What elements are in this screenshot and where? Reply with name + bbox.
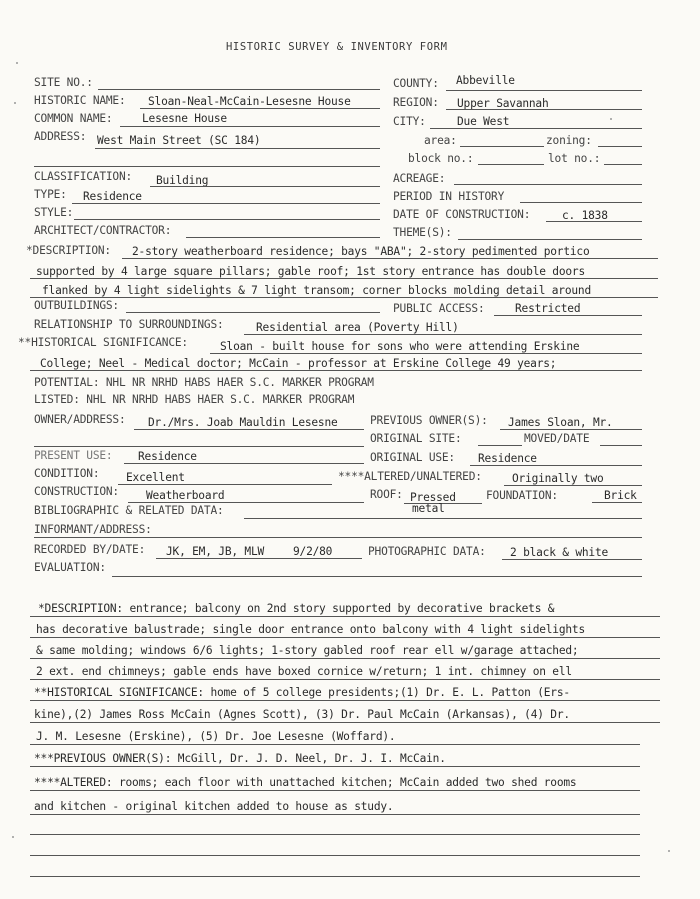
continuation-line-10: and kitchen - original kitchen added to house as study. — [34, 800, 394, 813]
address-line-2[interactable] — [34, 166, 380, 167]
block-no-field[interactable] — [478, 164, 544, 165]
description-label: *DESCRIPTION: — [26, 244, 111, 257]
acreage-label: ACREAGE: — [393, 172, 446, 185]
site-no-field[interactable] — [98, 89, 380, 90]
bibliographic-field[interactable] — [244, 518, 642, 519]
site-no-label: SITE NO.: — [34, 76, 93, 89]
blank-rule-2[interactable] — [30, 855, 640, 856]
theme-label: THEME(S): — [393, 226, 452, 239]
style-label: STYLE: — [34, 206, 74, 219]
region-underline — [446, 109, 642, 110]
altered-label: ****ALTERED/UNALTERED: — [338, 470, 482, 483]
area-field[interactable] — [460, 146, 544, 147]
outbuildings-label: OUTBUILDINGS: — [34, 299, 119, 312]
continuation-rule-10 — [30, 814, 640, 815]
present-use-value[interactable]: Residence — [138, 450, 197, 463]
present-use-label: PRESENT USE: — [34, 449, 113, 462]
description-line-2[interactable]: supported by 4 large square pillars; gable roof; 1st story entrance has double doors — [36, 265, 585, 278]
significance-line-2[interactable]: College; Neel - Medical doctor; McCain - professor at Erskine College 49 years; — [40, 357, 557, 370]
date-construction-value[interactable]: c. 1838 — [562, 209, 608, 222]
region-label: REGION: — [393, 96, 439, 109]
altered-value[interactable]: Originally two — [512, 472, 604, 485]
recorded-date-value[interactable]: 9/2/80 — [293, 545, 333, 558]
type-value[interactable]: Residence — [83, 190, 142, 203]
evaluation-label: EVALUATION: — [34, 561, 106, 574]
owner-address-label: OWNER/ADDRESS: — [34, 413, 126, 426]
previous-owner-value[interactable]: James Sloan, Mr. — [508, 416, 613, 429]
historical-significance-label: **HISTORICAL SIGNIFICANCE: — [18, 336, 188, 349]
continuation-line-2: has decorative balustrade; single door entrance onto balcony with 4 light sidelights — [36, 623, 585, 636]
recorded-by-value[interactable]: JK, EM, JB, MLW — [166, 545, 265, 558]
blank-rule-3[interactable] — [30, 876, 640, 877]
scan-speck — [668, 850, 670, 852]
block-no-label: block no.: — [408, 152, 474, 165]
previous-owner-label: PREVIOUS OWNER(S): — [370, 414, 488, 427]
roof-label: ROOF: — [370, 488, 403, 501]
period-field[interactable] — [520, 202, 642, 203]
scan-speck — [12, 836, 14, 838]
continuation-rule-7 — [30, 744, 640, 745]
date-construction-underline — [546, 221, 642, 222]
continuation-line-8: ***PREVIOUS OWNER(S): McGill, Dr. J. D. Neel, Dr. J. I. McCain. — [34, 752, 446, 765]
period-label: PERIOD IN HISTORY — [393, 190, 505, 203]
continuation-rule-2 — [30, 637, 660, 638]
county-label: COUNTY: — [393, 77, 439, 90]
original-use-value[interactable]: Residence — [478, 452, 537, 465]
zoning-field[interactable] — [598, 146, 642, 147]
common-name-value[interactable]: Lesesne House — [142, 112, 227, 125]
scan-speck — [610, 118, 612, 120]
condition-value[interactable]: Excellent — [126, 471, 185, 484]
public-access-underline — [494, 315, 642, 316]
altered-underline — [504, 485, 642, 486]
continuation-line-5: **HISTORICAL SIGNIFICANCE: home of 5 college presidents;(1) Dr. E. L. Patton (Ers- — [34, 686, 570, 699]
continuation-line-6: kine),(2) James Ross McCain (Agnes Scott), (3) Dr. Paul McCain (Arkansas), (4) Dr. — [34, 708, 570, 721]
photographic-value[interactable]: 2 black & white — [510, 546, 609, 559]
area-label: area: — [424, 134, 457, 147]
photographic-underline — [502, 559, 642, 560]
previous-owner-underline — [500, 429, 642, 430]
continuation-line-4: 2 ext. end chimneys; gable ends have boxed cornice w/return; 1 int. chimney on ell — [36, 665, 572, 678]
lot-no-field[interactable] — [604, 164, 642, 165]
owner-address-line-2[interactable] — [34, 446, 364, 447]
classification-label: CLASSIFICATION: — [34, 170, 133, 183]
informant-label: INFORMANT/ADDRESS: — [34, 523, 152, 536]
description-underline-2 — [30, 278, 658, 279]
continuation-line-1: *DESCRIPTION: entrance; balcony on 2nd story supported by decorative brackets & — [38, 602, 555, 615]
public-access-label: PUBLIC ACCESS: — [393, 302, 485, 315]
theme-field[interactable] — [458, 239, 642, 240]
outbuildings-field[interactable] — [126, 312, 380, 313]
classification-underline — [150, 186, 380, 187]
city-underline — [430, 128, 642, 129]
public-access-value[interactable]: Restricted — [515, 302, 581, 315]
construction-value[interactable]: Weatherboard — [146, 489, 225, 502]
significance-underline-2 — [30, 370, 642, 371]
city-value[interactable]: Due West — [457, 115, 510, 128]
description-underline-3 — [30, 297, 658, 298]
architect-field[interactable] — [186, 237, 380, 238]
county-underline — [446, 90, 642, 91]
style-field[interactable] — [74, 219, 380, 220]
scan-speck — [16, 62, 18, 64]
evaluation-field[interactable] — [112, 576, 642, 577]
acreage-field[interactable] — [454, 184, 642, 185]
construction-underline — [128, 502, 364, 503]
recorded-by-label: RECORDED BY/DATE: — [34, 543, 146, 556]
continuation-rule-1 — [30, 616, 660, 617]
type-label: TYPE: — [34, 188, 67, 201]
scan-speck — [14, 102, 16, 104]
continuation-line-9: ****ALTERED: rooms; each floor with unattached kitchen; McCain added two shed rooms — [34, 776, 577, 789]
original-use-label: ORIGINAL USE: — [370, 451, 455, 464]
continuation-rule-3 — [30, 658, 660, 659]
original-site-field[interactable] — [478, 445, 522, 446]
owner-address-underline — [134, 429, 364, 430]
form-title: HISTORIC SURVEY & INVENTORY FORM — [226, 41, 448, 53]
continuation-rule-6 — [30, 722, 660, 723]
roof-value-1[interactable]: Pressed — [410, 491, 456, 504]
address-underline — [95, 148, 380, 149]
listed-row: LISTED: NHL NR NRHD HABS HAER S.C. MARKER PROGRAM — [34, 393, 355, 406]
description-line-3[interactable]: flanked by 4 light sidelights & 7 light transom; corner blocks molding detail around — [42, 284, 591, 297]
description-line-1[interactable]: 2-story weatherboard residence; bays "ABA"; 2-story pedimented portico — [132, 245, 590, 258]
common-name-label: COMMON NAME: — [34, 112, 113, 125]
original-use-underline — [470, 465, 642, 466]
continuation-rule-4 — [30, 679, 660, 680]
county-value[interactable]: Abbeville — [456, 74, 515, 87]
original-site-label: ORIGINAL SITE: — [370, 432, 462, 445]
description-underline-1 — [122, 258, 658, 259]
continuation-rule-9 — [30, 790, 640, 791]
foundation-label: FOUNDATION: — [486, 489, 558, 502]
continuation-rule-5 — [30, 700, 660, 701]
historic-name-value[interactable]: Sloan-Neal-McCain-Lesesne House — [148, 95, 351, 108]
continuation-rule-8 — [30, 766, 640, 767]
type-underline — [72, 203, 380, 204]
relationship-underline — [244, 334, 642, 335]
blank-rule-1[interactable] — [30, 834, 640, 835]
bibliographic-label: BIBLIOGRAPHIC & RELATED DATA: — [34, 504, 224, 517]
relationship-label: RELATIONSHIP TO SURROUNDINGS: — [34, 318, 224, 331]
photographic-label: PHOTOGRAPHIC DATA: — [368, 545, 486, 558]
common-name-underline — [120, 126, 380, 127]
moved-date-field[interactable] — [600, 445, 642, 446]
owner-address-value[interactable]: Dr./Mrs. Joab Mauldin Lesesne — [148, 416, 338, 429]
continuation-line-3: & same molding; windows 6/6 lights; 1-story gabled roof rear ell w/garage attached; — [36, 644, 579, 657]
condition-underline — [118, 484, 332, 485]
foundation-value[interactable]: Brick — [604, 489, 637, 502]
zoning-label: zoning: — [546, 134, 592, 147]
significance-underline-1 — [210, 353, 642, 354]
recorded-by-underline — [156, 558, 362, 559]
historic-name-label: HISTORIC NAME: — [34, 94, 126, 107]
roof-value-2[interactable]: metal — [412, 502, 445, 515]
continuation-line-7: J. M. Lesesne (Erskine), (5) Dr. Joe Lesesne (Woffard). — [36, 730, 396, 743]
construction-label: CONSTRUCTION: — [34, 485, 119, 498]
informant-field[interactable] — [34, 537, 642, 538]
address-value[interactable]: West Main Street (SC 184) — [97, 134, 261, 147]
lot-no-label: lot no.: — [548, 152, 601, 165]
condition-label: CONDITION: — [34, 467, 100, 480]
foundation-underline — [592, 502, 642, 503]
address-label: ADDRESS: — [34, 130, 87, 143]
significance-line-1[interactable]: Sloan - built house for sons who were attending Erskine — [220, 340, 580, 353]
potential-row: POTENTIAL: NHL NR NRHD HABS HAER S.C. MARKER PROGRAM — [34, 376, 374, 389]
region-value[interactable]: Upper Savannah — [457, 97, 549, 110]
present-use-underline — [124, 463, 364, 464]
moved-date-label: MOVED/DATE — [524, 432, 590, 445]
classification-value[interactable]: Building — [156, 174, 209, 187]
historic-name-underline — [140, 108, 380, 109]
city-label: CITY: — [393, 115, 426, 128]
architect-label: ARCHITECT/CONTRACTOR: — [34, 224, 172, 237]
relationship-value[interactable]: Residential area (Poverty Hill) — [256, 321, 459, 334]
date-construction-label: DATE OF CONSTRUCTION: — [393, 208, 531, 221]
